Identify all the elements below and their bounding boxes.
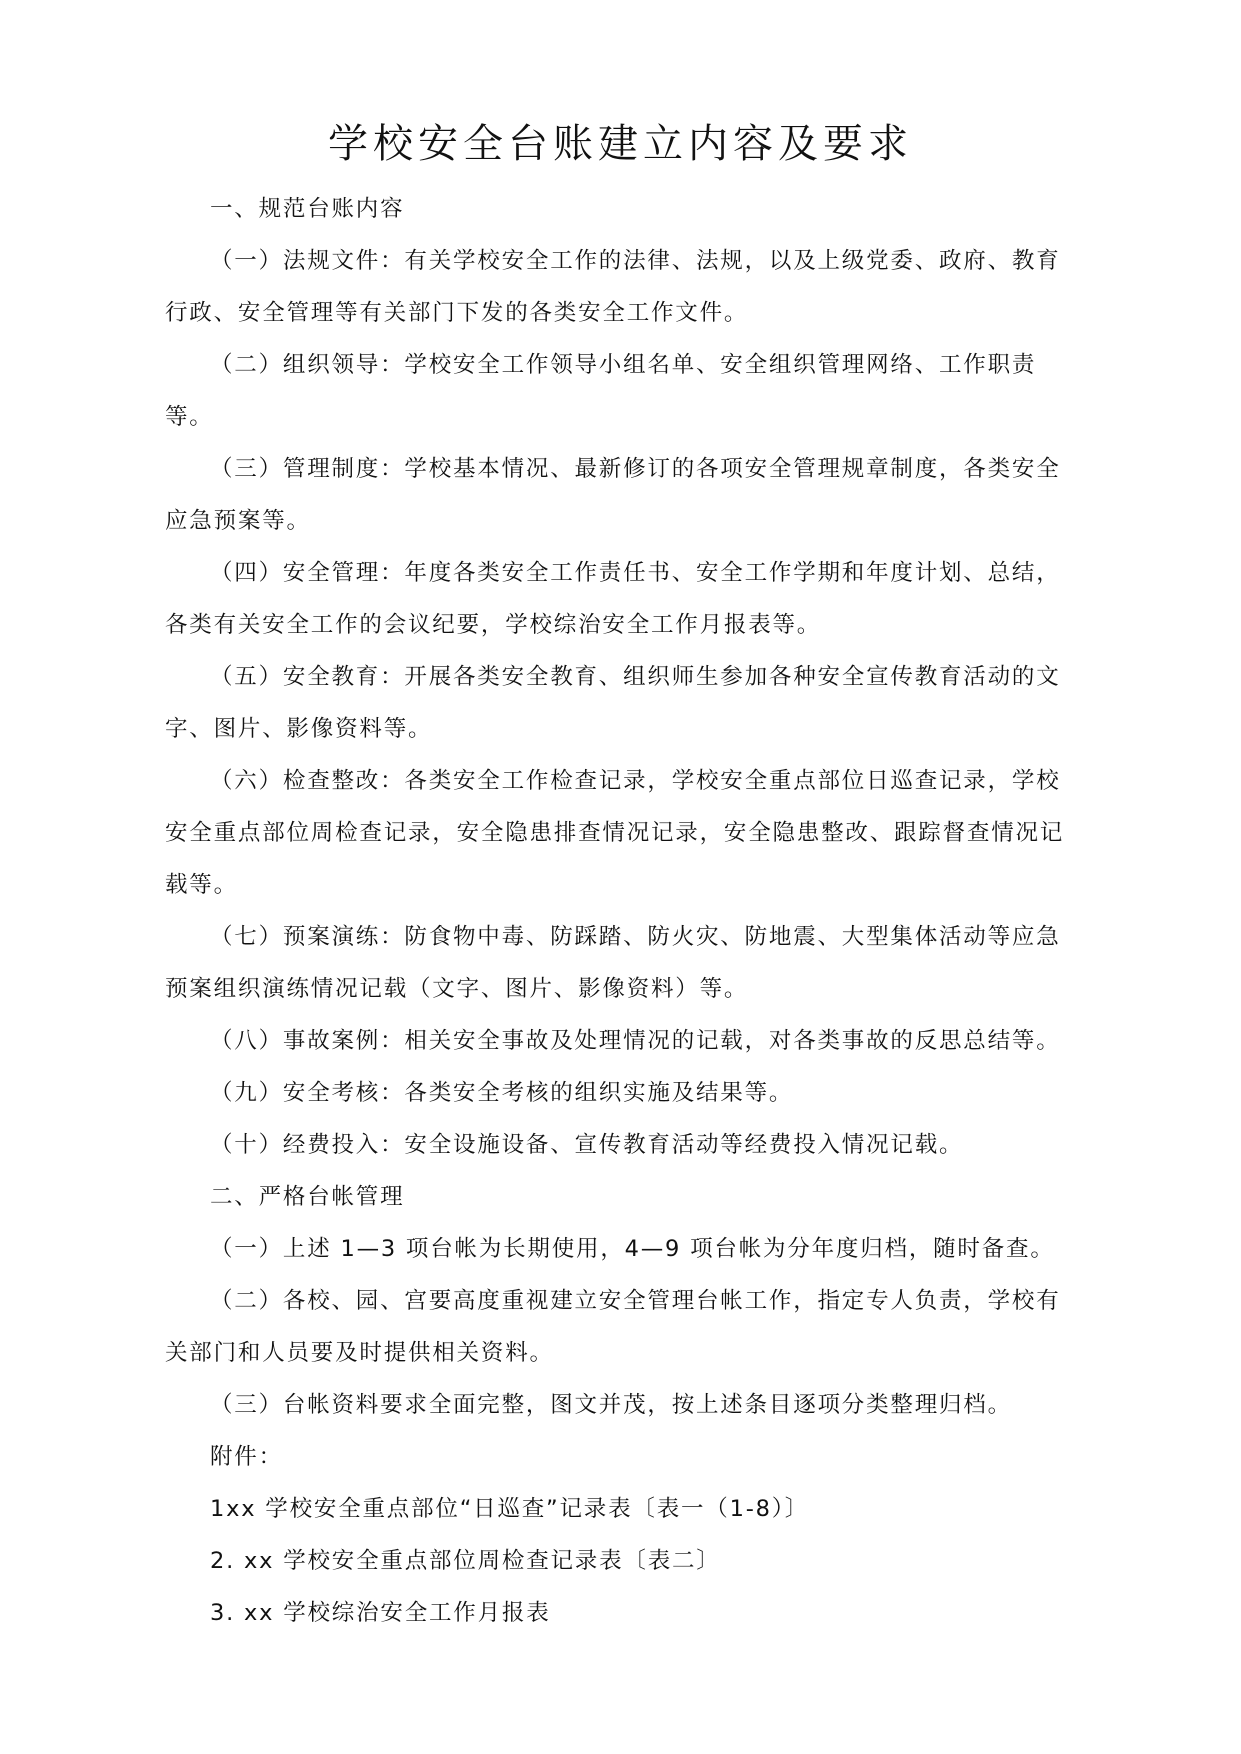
attachment-item: 3. xx 学校综治安全工作月报表 bbox=[210, 1600, 551, 1626]
document-body bbox=[165, 183, 1070, 1639]
paragraph: （八）事故案例：相关安全事故及处理情况的记载，对各类事故的反思总结等。 bbox=[210, 1028, 1061, 1054]
paragraph: （二）各校、园、宫要高度重视建立安全管理台帐工作，指定专人负责，学校有关部门和人员要及时提供相关资料。 bbox=[165, 1288, 1061, 1366]
section-heading: 二、严格台帐管理 bbox=[210, 1184, 405, 1210]
attachments-heading: 附件： bbox=[210, 1444, 283, 1470]
paragraph: （三）管理制度：学校基本情况、最新修订的各项安全管理规章制度，各类安全应急预案等。 bbox=[165, 456, 1061, 534]
paragraph: （一）上述 1—3 项台帐为长期使用，4—9 项台帐为分年度归档，随时备查。 bbox=[210, 1236, 1055, 1262]
paragraph: （七）预案演练：防食物中毒、防踩踏、防火灾、防地震、大型集体活动等应急预案组织演练情况记载（文字、图片、影像资料）等。 bbox=[165, 924, 1061, 1002]
paragraph: （五）安全教育：开展各类安全教育、组织师生参加各种安全宣传教育活动的文字、图片、影像资料等。 bbox=[165, 664, 1061, 742]
paragraph: （一）法规文件：有关学校安全工作的法律、法规，以及上级党委、政府、教育行政、安全管理等有关部门下发的各类安全工作文件。 bbox=[165, 248, 1061, 326]
section-heading: 一、规范台账内容 bbox=[210, 196, 405, 222]
paragraph: （三）台帐资料要求全面完整，图文并茂，按上述条目逐项分类整理归档。 bbox=[210, 1392, 1012, 1418]
document-title: 学校安全台账建立内容及要求 bbox=[328, 121, 913, 167]
paragraph: （四）安全管理：年度各类安全工作责任书、安全工作学期和年度计划、总结，各类有关安全工作的会议纪要，学校综治安全工作月报表等。 bbox=[165, 560, 1061, 638]
paragraph: （九）安全考核：各类安全考核的组织实施及结果等。 bbox=[210, 1080, 794, 1106]
attachment-item: 1xx 学校安全重点部位“日巡查”记录表〔表一（1-8）〕 bbox=[210, 1496, 810, 1522]
paragraph: （二）组织领导：学校安全工作领导小组名单、安全组织管理网络、工作职责等。 bbox=[165, 352, 1037, 430]
paragraph: （十）经费投入：安全设施设备、宣传教育活动等经费投入情况记载。 bbox=[210, 1132, 964, 1158]
paragraph: （六）检查整改：各类安全工作检查记录，学校安全重点部位日巡查记录，学校安全重点部位周检查记录，安全隐患排查情况记录，安全隐患整改、跟踪督查情况记载等。 bbox=[165, 768, 1065, 898]
attachment-item: 2. xx 学校安全重点部位周检查记录表〔表二〕 bbox=[210, 1548, 721, 1574]
